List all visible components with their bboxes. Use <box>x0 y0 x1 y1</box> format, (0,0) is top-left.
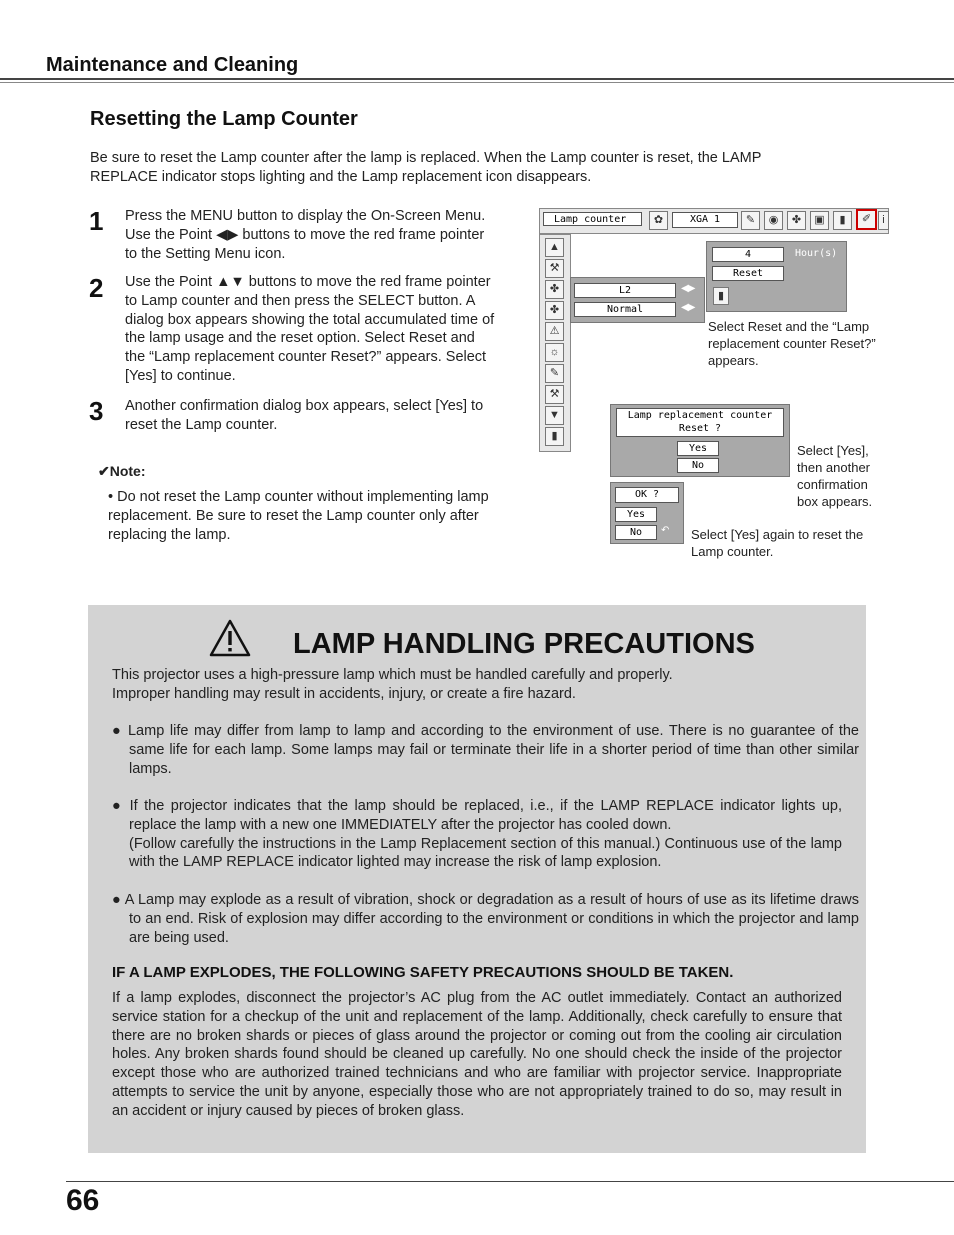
caption-select-yes-again: Select [Yes] again to reset the Lamp counter. <box>691 527 864 559</box>
osd-yes-button: Yes <box>677 441 719 456</box>
fan2-icon: ✤ <box>545 301 564 320</box>
setting-icon: ✐ <box>856 209 877 230</box>
precautions-intro-line2: Improper handling may result in accidents, injury, or create a fire hazard. <box>112 685 576 702</box>
left-right-arrows-icon: ◀▶ <box>681 283 695 294</box>
footer-rule <box>66 1181 954 1182</box>
precaution-bullet-2-continuation: (Follow carefully the instructions in the Lamp Replacement section of this manual.) Continuous use of the lamp with the LAMP REPLACE indicator lighted may increase the risk of lamp explosion. <box>129 835 842 871</box>
image-icon: ▣ <box>810 211 829 230</box>
warning-icon: ⚠ <box>545 322 564 341</box>
pen-icon: ✎ <box>545 364 564 383</box>
screen-icon: ▮ <box>833 211 852 230</box>
step-1-text: Press the MENU button to display the On-Screen Menu. Use the Point ◀▶ buttons to move the red frame pointer to the Setting Menu icon. <box>125 208 486 262</box>
osd-dialog-line2: Reset ? <box>678 423 722 434</box>
osd-no-button: No <box>677 458 719 473</box>
intro-paragraph: Be sure to reset the Lamp counter after the lamp is replaced. When the Lamp counter is reset, the LAMP REPLACE indicator stops lighting and the Lamp replacement icon disappears. <box>90 150 762 185</box>
precautions-title: LAMP HANDLING PRECAUTIONS <box>293 628 755 660</box>
fan-icon: ✤ <box>545 280 564 299</box>
warning-triangle-icon <box>209 619 251 657</box>
explosion-instructions: If a lamp explodes, disconnect the projector’s AC plug from the AC outlet immediately. Contact an authorized service station for a checkup of the unit and replacement of the lamp. Additionally, check carefully to ensure that there are no broken shards or pieces of glass around the projector or coming out from the cooling air circulation holes. Any broken shards found should be cleaned up carefully. No one should check the inside of the projector except those who are authorized trained technicians and who are familiar with projector service. Inappropriate attempts to service the unit by anyone, especially those who are not appropriately trained to do so, may result in an accident or injury caused by pieces of broken glass. <box>112 990 842 1119</box>
step-3-text: Another confirmation dialog box appears, select [Yes] to reset the Lamp counter. <box>125 398 484 433</box>
lamp-icon: ☼ <box>545 343 564 362</box>
step-2-text: Use the Point ▲▼ buttons to move the red frame pointer to Lamp counter and then press the SELECT button. A dialog box appears showing the total accumulated time of the lamp usage and the reset option. Select Reset and the “Lamp replacement counter Reset?” appears. Select [Yes] to continue. <box>125 274 495 384</box>
gear-icon: ✿ <box>649 211 668 230</box>
tool2-icon: ⚒ <box>545 385 564 404</box>
page-number: 66 <box>66 1184 100 1217</box>
precautions-intro <box>112 666 842 704</box>
step-3-number: 3 <box>89 396 104 426</box>
header-rule <box>0 78 954 80</box>
wheel-icon: ◉ <box>764 211 783 230</box>
osd-hours-value: 4 <box>712 247 784 262</box>
precaution-bullet-1: ● Lamp life may differ from lamp to lamp and according to the environment of use. There is no guarantee of the same life for each lamp. Some lamps may fail or terminate their life in a shorter period of time than other similar lamps. <box>112 723 859 777</box>
osd-reset-button: Reset <box>712 266 784 281</box>
return-icon: ↶ <box>661 525 670 536</box>
precaution-bullet-2 <box>112 797 842 872</box>
osd-l2-value: L2 <box>574 283 676 298</box>
caption-select-yes: Select [Yes], then another confirmation box appears. <box>797 443 873 509</box>
precaution-bullet-3: ● A Lamp may explode as a result of vibration, shock or degradation as a result of hours of use as its lifetime draws to an end. Risk of explosion may differ according to the environment or conditions in which the projector and lamp are being used. <box>112 892 859 946</box>
osd-mode-label: XGA 1 <box>672 212 738 228</box>
exit-icon: ▮ <box>545 427 564 446</box>
info-icon: i <box>878 211 889 230</box>
osd-yes2-button: Yes <box>615 507 657 522</box>
caption-select-reset: Select Reset and the “Lamp replacement counter Reset?” appears. <box>708 319 876 368</box>
header-rule-thin <box>0 82 954 83</box>
exit-icon: ▮ <box>713 287 729 305</box>
osd-dialog-message <box>616 408 784 437</box>
osd-normal-value: Normal <box>574 302 676 317</box>
note-text: • Do not reset the Lamp counter without implementing lamp replacement. Be sure to reset the Lamp counter only after replacing the lamp. <box>108 489 489 543</box>
note-label: ✔Note: <box>98 463 146 479</box>
arrow-up-icon: ▲ <box>545 238 564 257</box>
osd-no2-button: No <box>615 525 657 540</box>
section-title: Resetting the Lamp Counter <box>90 108 358 130</box>
section-header: Maintenance and Cleaning <box>46 54 299 76</box>
step-1-number: 1 <box>89 206 104 236</box>
precautions-subheading: IF A LAMP EXPLODES, THE FOLLOWING SAFETY PRECAUTIONS SHOULD BE TAKEN. <box>112 964 734 981</box>
fan-icon: ✤ <box>787 211 806 230</box>
osd-menu-label: Lamp counter <box>543 212 642 226</box>
precautions-intro-line1: This projector uses a high-pressure lamp which must be handled carefully and properly. <box>112 667 673 683</box>
precaution-bullet-2-text: ● If the projector indicates that the lamp should be replaced, i.e., if the LAMP REPLACE indicator lights up, replace the lamp with a new one IMMEDIATELY after the projector has cooled down. <box>112 798 842 833</box>
left-right-arrows-icon: ◀▶ <box>681 302 695 313</box>
tool-icon: ✎ <box>741 211 760 230</box>
step-2-number: 2 <box>89 273 104 303</box>
osd-ok-label: OK ? <box>615 487 679 503</box>
osd-hours-unit: Hour(s) <box>795 248 838 259</box>
wrench-icon: ⚒ <box>545 259 564 278</box>
osd-dialog-line1: Lamp replacement counter <box>627 410 773 421</box>
arrow-down-icon: ▼ <box>545 406 564 425</box>
